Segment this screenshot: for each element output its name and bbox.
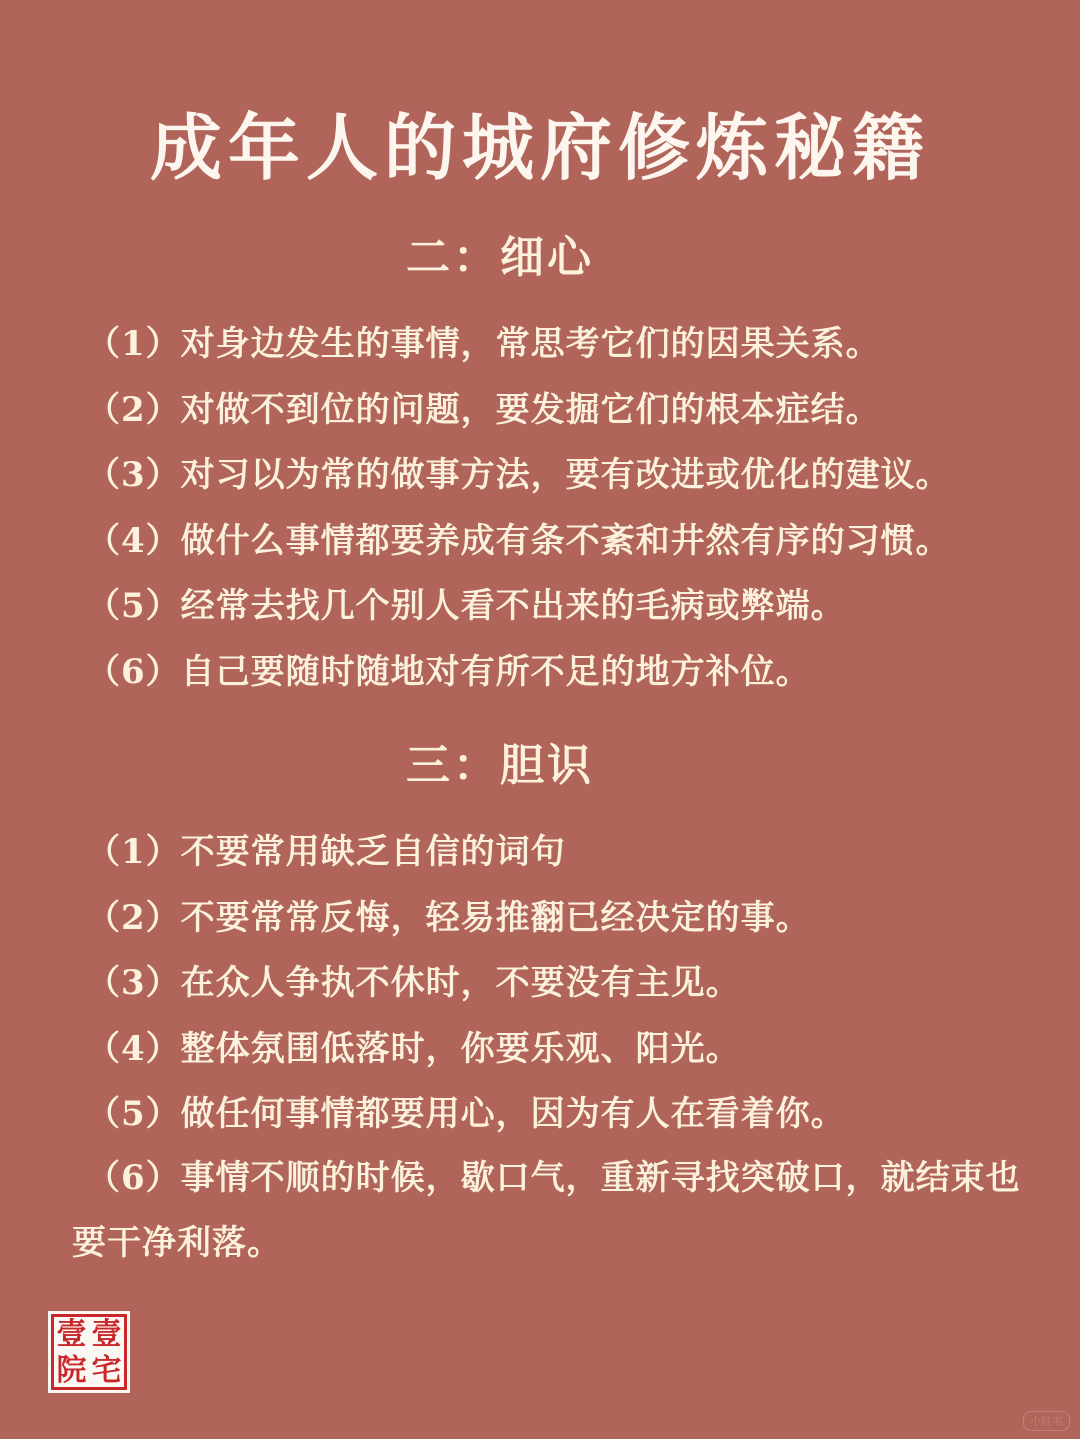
seal-char: 壹: [91, 1317, 122, 1352]
section-heading-xixin: 二：细心: [406, 232, 594, 283]
list-item: （1）不要常用缺乏自信的词句: [86, 832, 566, 872]
section-list-xixin: [86, 312, 1046, 705]
seal-char: 宅: [91, 1353, 122, 1388]
list-item: （2）不要常常反悔，轻易推翻已经决定的事。: [86, 897, 811, 938]
list-item: （1）对身边发生的事情，常思考它们的因果关系。: [86, 324, 881, 364]
seal-char: 院: [56, 1353, 87, 1388]
list-item: （5）经常去找几个别人看不出来的毛病或弊端。: [86, 586, 846, 626]
list-item-wrapped: （6）事情不顺的时候，歇口气，重新寻找突破口，就结束也要干净利落。: [72, 1158, 1021, 1263]
seal-stamp-icon: [48, 1311, 130, 1393]
list-item: （2）对做不到位的问题，要发掘它们的根本症结。: [86, 389, 881, 430]
section-list-danshi: [86, 820, 1046, 1148]
list-item: （3）对习以为常的做事方法，要有改进或优化的建议。: [86, 455, 951, 495]
list-item: （6）自己要随时随地对有所不足的地方补位。: [86, 651, 811, 692]
seal-char: 壹: [56, 1317, 87, 1352]
list-item: （5）做任何事情都要用心，因为有人在看着你。: [86, 1094, 846, 1134]
section-heading-danshi: 三：胆识: [406, 740, 594, 791]
watermark: 小红书: [1023, 1411, 1070, 1431]
page-title: 成年人的城府修炼秘籍: [149, 105, 930, 190]
list-item: （4）做什么事情都要养成有条不紊和井然有序的习惯。: [86, 520, 951, 561]
list-item: （4）整体氛围低落时，你要乐观、阳光。: [86, 1028, 741, 1069]
list-item: （3）在众人争执不休时，不要没有主见。: [86, 963, 741, 1003]
